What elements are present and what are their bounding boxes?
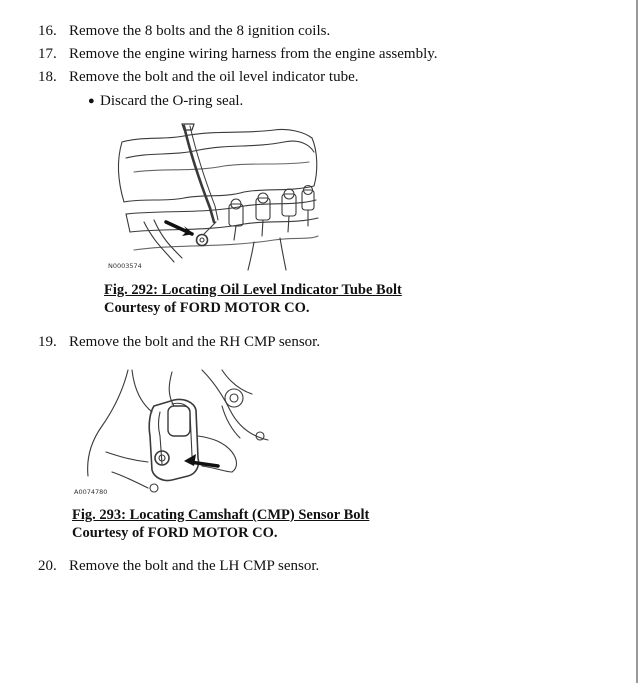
step-number: 20. bbox=[38, 558, 57, 574]
step-number: 18. bbox=[38, 69, 57, 85]
step-number: 19. bbox=[38, 334, 57, 350]
step-number: 16. bbox=[38, 23, 57, 39]
step-text: Remove the bolt and the RH CMP sensor. bbox=[69, 334, 321, 350]
figure-caption bbox=[104, 281, 402, 317]
step-text: Remove the 8 bolts and the 8 ignition coils. bbox=[69, 23, 331, 39]
bullet-icon: ● bbox=[88, 95, 95, 107]
step-17 bbox=[38, 45, 438, 63]
figure-caption bbox=[72, 506, 369, 542]
figure-credit: Courtesy of FORD MOTOR CO. bbox=[104, 300, 310, 316]
step-text: Remove the engine wiring harness from the engine assembly. bbox=[69, 46, 438, 62]
bullet-text: Discard the O-ring seal. bbox=[100, 93, 244, 109]
step-number: 17. bbox=[38, 46, 57, 62]
cmp-sensor-illustration bbox=[72, 366, 278, 500]
figure-title: Fig. 293: Locating Camshaft (CMP) Sensor Bolt bbox=[72, 507, 370, 523]
step-19 bbox=[38, 333, 320, 351]
figure-id-label: A0074780 bbox=[74, 488, 108, 496]
step-20 bbox=[38, 557, 319, 575]
figure-credit: Courtesy of FORD MOTOR CO. bbox=[72, 525, 278, 541]
oil-tube-illustration bbox=[104, 122, 324, 274]
step-16 bbox=[38, 22, 330, 40]
figure-title: Fig. 292: Locating Oil Level Indicator Tube Bolt bbox=[104, 282, 402, 298]
figure-id-label: N0003574 bbox=[108, 262, 142, 270]
step-text: Remove the bolt and the LH CMP sensor. bbox=[69, 558, 320, 574]
step-text: Remove the bolt and the oil level indicator tube. bbox=[69, 69, 359, 85]
bullet-item bbox=[88, 92, 243, 110]
step-18 bbox=[38, 68, 359, 86]
